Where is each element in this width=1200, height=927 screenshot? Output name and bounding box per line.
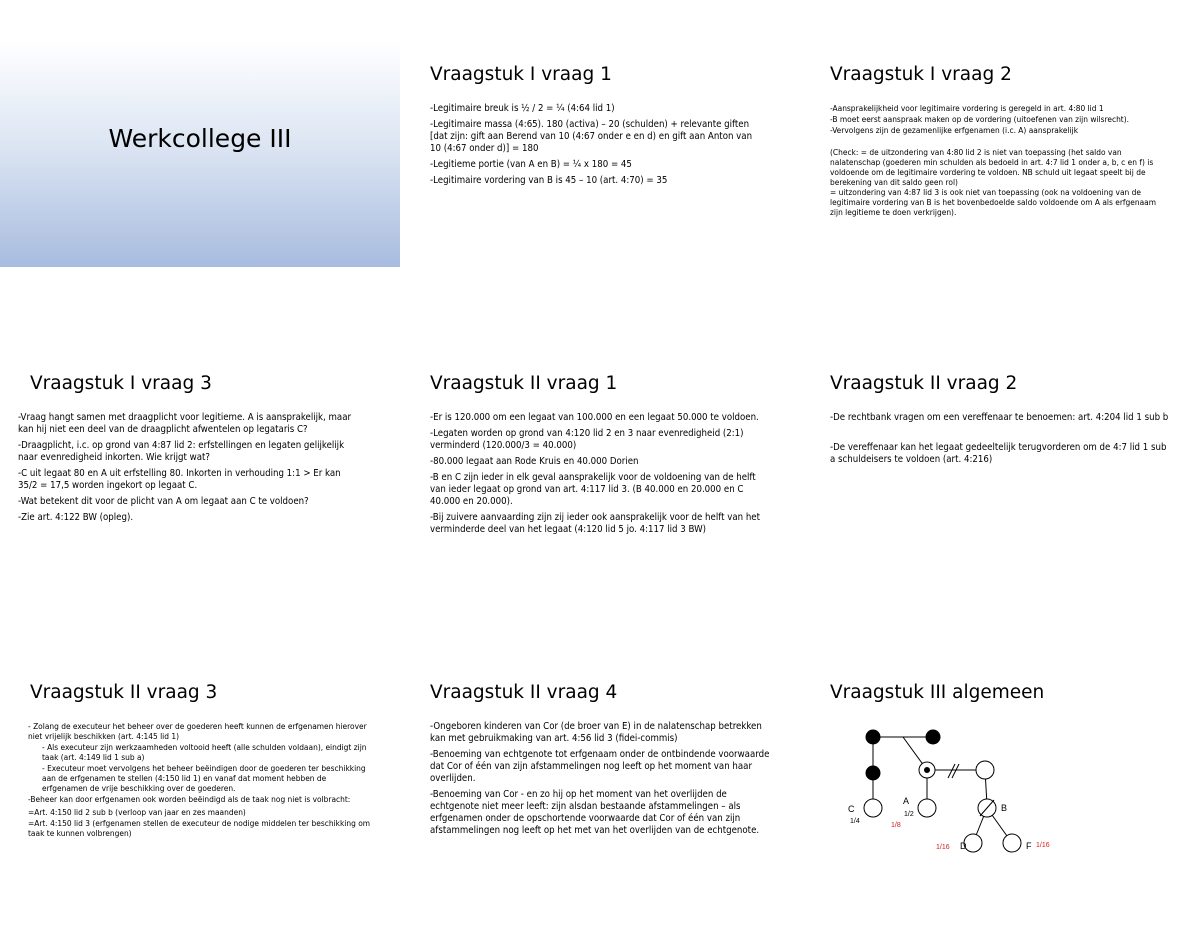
label-c: C xyxy=(848,804,855,814)
slide-vraagstuk-2-vraag-1 xyxy=(400,309,800,618)
slide-vraagstuk-1-vraag-3 xyxy=(0,309,400,618)
slide-vraagstuk-2-vraag-4 xyxy=(400,618,800,927)
body-line: -80.000 legaat aan Rode Kruis en 40.000 Dorien xyxy=(430,456,639,467)
body-line: -De vereffenaar kan het legaat gedeeltelijk terugvorderen om de 4:7 lid 1 sub a schuldeisers te voldoen (art. 4:216) xyxy=(830,442,1167,465)
slide-heading: Vraagstuk II vraag 4 xyxy=(430,682,618,703)
slide-vraagstuk-1-vraag-2 xyxy=(800,0,1200,309)
slide-heading: Vraagstuk II vraag 2 xyxy=(830,373,1018,394)
slide-body xyxy=(18,412,353,528)
body-line: -Vervolgens zijn de gezamenlijke erfgenamen (i.c. A) aansprakelijk xyxy=(830,125,1079,135)
body-line: -Draagplicht, i.c. op grond van 4:87 lid 2: erfstellingen en legaten gelijkelijk naar evenredigheid inkorten. Wie krijgt wat? xyxy=(18,440,345,463)
body-line: -Aansprakelijkheid voor legitimaire vordering is geregeld in art. 4:80 lid 1 xyxy=(830,103,1104,113)
title-box xyxy=(0,41,400,267)
body-line: -Legitieme portie (van A en B) = ¼ x 180 = 45 xyxy=(430,159,632,170)
label-a: A xyxy=(903,796,910,806)
testator-dot xyxy=(924,767,930,773)
person-node-a xyxy=(918,799,936,817)
slide-heading: Vraagstuk II vraag 1 xyxy=(430,373,618,394)
person-node-d xyxy=(964,834,982,852)
slide-heading: Vraagstuk I vraag 3 xyxy=(30,373,212,394)
person-node-f xyxy=(1003,834,1021,852)
body-line: -Bij zuivere aanvaarding zijn zij ieder ook aansprakelijk voor de helft van het verminderde deel van het legaat (4:120 lid 5 jo. 4:117 lid 3 BW) xyxy=(430,512,761,535)
share-red-mid: 1/8 xyxy=(891,822,901,829)
label-d: D xyxy=(960,841,967,851)
share-c: 1/4 xyxy=(850,818,860,825)
body-line: -Legaten worden op grond van 4:120 lid 2 en 3 naar evenredigheid (2:1) verminderd (120.000/3 = 40.000) xyxy=(430,428,744,451)
body-line: -B moet eerst aanspraak maken op de vordering (uitoefenen van zijn wilsrecht). xyxy=(830,114,1130,124)
body-line: (Check: = de uitzondering van 4:80 lid 2 is niet van toepassing (het saldo van nalatenschap (goederen min schulden als bedoeld in art. 4:7 lid 1 onder a, b, c en f) is voldoende om de legitimaire vordering te voldoen. NB schuld uit legaat speelt bij de berekening van dit saldo geen rol) xyxy=(830,147,1154,187)
body-line: -Er is 120.000 om een legaat van 100.000 en een legaat 50.000 te voldoen. xyxy=(430,412,759,423)
person-node-c xyxy=(864,799,882,817)
slide-body xyxy=(430,103,765,191)
slide-title xyxy=(0,0,400,309)
share-f: 1/16 xyxy=(1036,842,1050,849)
body-line: -Benoeming van Cor - en zo hij op het moment van het overlijden de echtgenote niet meer leeft: zijn alsdan bestaande afstammelingen – als erfgenamen onder de opschortende voorwaarde dat Cor of één van zijn afstammelingen nog leeft op het met van het overlijden van de echtgenote. xyxy=(430,789,760,836)
body-line: -B en C zijn ieder in elk geval aansprakelijk voor de voldoening van de helft van ieder legaat op grond van art. 4:117 lid 3. (B 40.000 en 20.000 en C 40.000 en 20.000). xyxy=(430,472,756,507)
body-line: = uitzondering van 4:87 lid 3 is ook niet van toepassing (ook na voldoening van de legitimaire vordering van B is het bovenbedoelde saldo voldoende om A als erfgenaam zijn legitieme te doen verkrijgen). xyxy=(830,187,1157,217)
body-line: -Ongeboren kinderen van Cor (de broer van E) in de nalatenschap betrekken kan met gebruikmaking van art. 4:56 lid 3 (fidei-commis) xyxy=(430,721,762,744)
body-line: -C uit legaat 80 en A uit erfstelling 80. Inkorten in verhouding 1:1 > Er kan 35/2 = 17,5 worden ingekort op legaat C. xyxy=(18,468,341,491)
share-a: 1/2 xyxy=(904,811,914,818)
deceased-node xyxy=(866,730,880,744)
slide-body xyxy=(28,721,373,839)
slide-vraagstuk-3-algemeen xyxy=(800,618,1200,927)
family-tree-nodes xyxy=(864,730,1021,852)
body-line: - Als executeur zijn werkzaamheden voltooid heeft (alle schulden voldaan), eindigt zijn taak (art. 4:149 lid 1 sub a) xyxy=(42,742,367,762)
body-line: =Art. 4:150 lid 2 sub b (verloop van jaar en zes maanden) xyxy=(28,807,246,817)
slide-vraagstuk-2-vraag-2 xyxy=(800,309,1200,618)
body-line: -Zie art. 4:122 BW (opleg). xyxy=(18,512,134,523)
presentation-title: Werkcollege III xyxy=(108,124,292,153)
slide-body xyxy=(830,412,1170,470)
spouse-node xyxy=(976,761,994,779)
slide-heading: Vraagstuk I vraag 1 xyxy=(430,64,612,85)
body-line: -Legitimaire vordering van B is 45 – 10 (art. 4:70) = 35 xyxy=(430,175,668,186)
family-tree-diagram xyxy=(800,618,1200,927)
slide-heading: Vraagstuk III algemeen xyxy=(830,682,1045,703)
slide-vraagstuk-2-vraag-3 xyxy=(0,618,400,927)
body-line: - Executeur moet vervolgens het beheer beëindigen door de goederen ter beschikking aan de erfgenamen te stellen (4:150 lid 1) en vanaf dat moment hebben de erfgenamen de vrije beschikking over de goederen. xyxy=(42,763,366,793)
body-line: -Benoeming van echtgenote tot erfgenaam onder de ontbindende voorwaarde dat Cor of één van zijn afstammelingen nog leeft op het moment van haar overlijden. xyxy=(430,749,770,784)
label-b: B xyxy=(1001,803,1008,813)
slide-body xyxy=(430,412,770,540)
slide-body xyxy=(430,721,775,841)
slide-heading: Vraagstuk II vraag 3 xyxy=(30,682,218,703)
body-line: -Vraag hangt samen met draagplicht voor legitieme. A is aansprakelijk, maar kan hij niet een deel van de draagplicht afwentelen op legataris C? xyxy=(18,412,352,435)
label-f: F xyxy=(1026,841,1032,851)
body-line: -Legitimaire massa (4:65). 180 (activa) – 20 (schulden) + relevante giften [dat zijn: gift aan Berend van 10 (4:67 onder e en d) en gift aan Anton van 10 (4:67 onder d)] = 180 xyxy=(430,119,753,154)
share-d: 1/16 xyxy=(936,844,950,851)
body-line: -De rechtbank vragen om een vereffenaar te benoemen: art. 4:204 lid 1 sub b xyxy=(830,412,1169,423)
body-line: -Wat betekent dit voor de plicht van A om legaat aan C te voldoen? xyxy=(18,496,309,507)
body-line: -Legitimaire breuk is ½ / 2 = ¼ (4:64 lid 1) xyxy=(430,103,615,114)
body-line: - Zolang de executeur het beheer over de goederen heeft kunnen de erfgenamen hierover niet vrijelijk beschikken (art. 4:145 lid 1) xyxy=(28,721,367,741)
deceased-node xyxy=(866,766,880,780)
slide-body xyxy=(830,103,1170,221)
slide-vraagstuk-1-vraag-1 xyxy=(400,0,800,309)
body-line: =Art. 4:150 lid 3 (erfgenamen stellen de executeur de nodige middelen ter beschikking om taak te kunnen volbrengen) xyxy=(28,818,371,838)
deceased-node xyxy=(926,730,940,744)
slide-heading: Vraagstuk I vraag 2 xyxy=(830,64,1012,85)
body-line: -Beheer kan door erfgenamen ook worden beëindigd als de taak nog niet is volbracht: xyxy=(28,794,351,804)
